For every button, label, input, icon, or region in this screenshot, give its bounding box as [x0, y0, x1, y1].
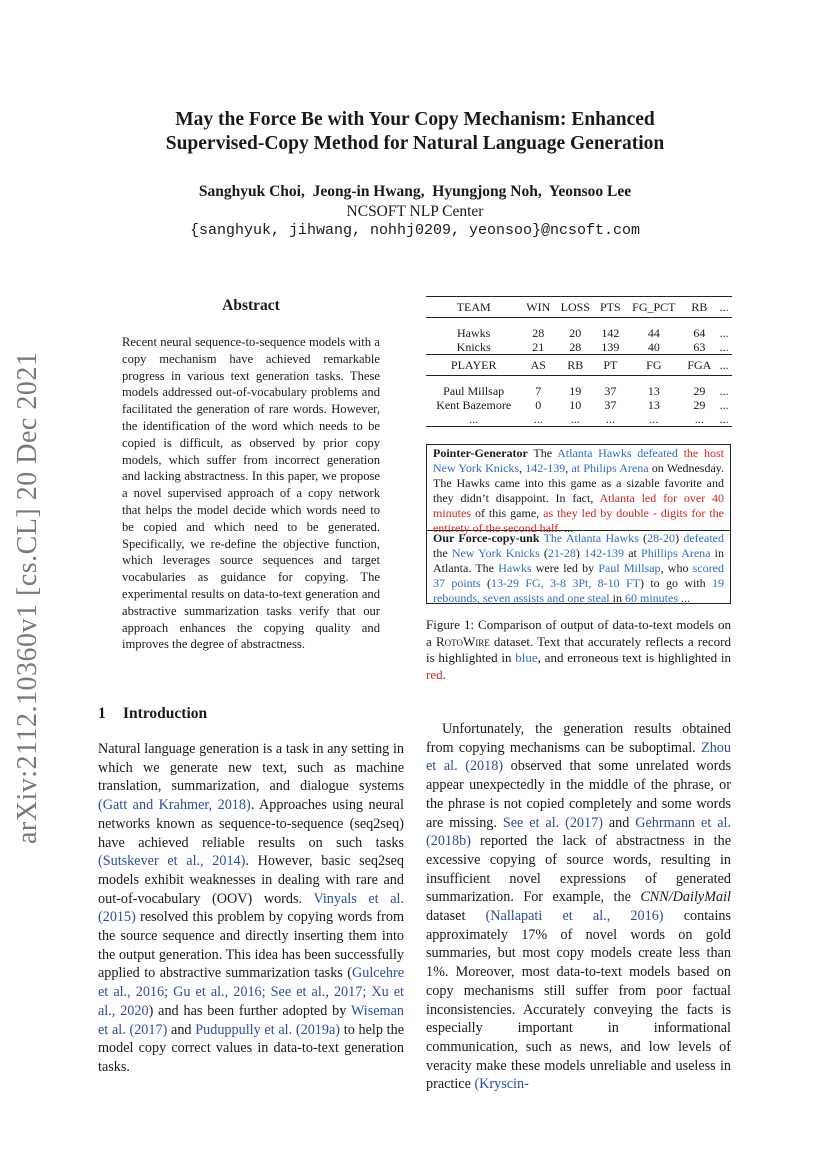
text-run: ( — [480, 576, 491, 590]
force-copy-unk-output-box — [426, 530, 731, 604]
paper-title — [120, 108, 710, 156]
text-run: dataset. Text that accurately reflects a record is highlighted in — [426, 633, 731, 665]
table-cell: ... — [719, 398, 729, 412]
affiliation: NCSOFT NLP Center — [346, 203, 484, 220]
text-run: , — [519, 461, 526, 475]
text-run: CNN/DailyMail — [640, 889, 731, 906]
text-run: (Kryscin- — [474, 1076, 529, 1093]
text-run: Pointer-Generator — [433, 446, 528, 460]
table-header-cell: RB — [682, 297, 716, 318]
text-run: RotoWire — [435, 633, 490, 649]
table-cell: 20 — [569, 326, 582, 340]
text-run: ) and has been further adopted by — [148, 1002, 351, 1019]
table-header-cell: FG — [625, 355, 682, 376]
table-header-cell: ... — [716, 297, 732, 318]
table-cell: ... — [595, 412, 625, 427]
table-row — [426, 398, 732, 412]
table-cell: 29 — [693, 398, 706, 412]
text-run: to help the model copy correct values in data-to-text generation tasks. — [98, 1021, 405, 1075]
text-run: Atlanta Hawks defeated — [557, 446, 678, 460]
table-cell: ... — [682, 412, 716, 427]
text-run: New York Knicks — [433, 461, 520, 475]
table-cell: ... — [426, 412, 521, 427]
title-line-1: May the Force Be with Your Copy Mechanism: Enhanced — [175, 109, 655, 130]
table-cell: ... — [521, 412, 555, 427]
table-cell: ... — [555, 412, 595, 427]
text-run: and — [167, 1021, 196, 1038]
table-cell: Paul Millsap — [443, 384, 505, 398]
text-run: as they led by double - digits for the entirety of the second half. — [433, 506, 725, 535]
table-header-cell: AS — [521, 355, 555, 376]
author-email: {sanghyuk, jihwang, nohhj0209, yeonsoo}@ncsoft.com — [189, 222, 641, 239]
text-run: Atlanta led for over 40 minutes — [433, 491, 724, 520]
text-run: Our Force-copy-unk — [433, 531, 540, 545]
table-cell: 19 — [569, 384, 582, 398]
text-run: 142-139 — [584, 546, 625, 560]
text-run: were led by — [531, 561, 599, 575]
text-run: ... — [561, 521, 574, 535]
table-cell: 40 — [625, 340, 682, 355]
text-run: Figure 1: Comparison of output of data-to-text models on a — [426, 617, 731, 649]
figure-1-caption — [426, 617, 731, 683]
table-header-cell: ... — [716, 355, 732, 376]
text-run: dataset — [426, 908, 486, 925]
text-run: See et al. (2017) — [502, 814, 603, 831]
table-cell: Knicks — [426, 340, 521, 355]
text-run: 13-29 FG, 3-8 3Pt, 8-10 FT — [491, 576, 640, 590]
table-cell: 10 — [569, 398, 582, 412]
text-run: Natural language generation is a task in any setting in which we generate new text, such as machine translation, summarization, and dialogue systems — [98, 741, 404, 795]
table-cell: 37 — [604, 398, 617, 412]
table-header-cell: LOSS — [555, 297, 595, 318]
table-cell: 29 — [693, 384, 706, 398]
text-run: defeated — [683, 531, 724, 545]
text-run: Gulcehre et al., 2016; Gu et al., 2016; See et al., 2017; Xu et al., 2020 — [98, 965, 404, 1019]
section-number: 1 — [98, 705, 106, 722]
text-run: Unfortunately, the generation results obtained from copying mechanisms can be suboptimal. — [426, 721, 731, 756]
table-cell: ... — [719, 384, 729, 398]
section-heading — [98, 705, 207, 723]
arxiv-stamp: arXiv:2112.10360v1 [cs.CL] 20 Dec 2021 — [12, 351, 43, 844]
text-run: Puduppully et al. (2019a) — [195, 1021, 341, 1038]
table-cell: 139 — [595, 340, 625, 355]
pointer-generator-output-box — [426, 444, 731, 535]
table-header-cell: FGA — [682, 355, 716, 376]
text-run: . — [442, 666, 446, 682]
text-run: at Philips Arena — [571, 461, 649, 475]
table-row — [426, 412, 732, 427]
text-run: Wiseman et al. (2017) — [98, 1002, 404, 1038]
text-run: New York Knicks — [451, 546, 540, 560]
text-run: reported the lack of abstractness in the excessive copying of source words, resulting in insufficient novel expressions of generated summarization. For example, the — [426, 833, 731, 906]
text-run: Zhou et al. (2018) — [426, 739, 731, 775]
text-run: ) to go with — [640, 576, 712, 590]
text-run: on Wednesday. The Hawks came into this game as a sizable favorite and they didn’t disappoint. In fact, — [433, 461, 724, 505]
table-cell: 64 — [693, 326, 706, 340]
table-cell: Kent Bazemore — [436, 398, 512, 412]
text-run: in — [609, 591, 625, 605]
text-run: Paul Millsap — [598, 561, 661, 575]
text-run: scored 37 points — [433, 561, 724, 590]
table-cell: 7 — [535, 384, 542, 398]
table-header-cell: TEAM — [426, 297, 521, 318]
table-cell: 13 — [647, 398, 660, 412]
text-run: ) — [575, 546, 585, 560]
table-header-cell: RB — [555, 355, 595, 376]
table-cell: Hawks — [457, 326, 491, 340]
text-run: red — [426, 666, 443, 682]
table-header-cell: PTS — [595, 297, 625, 318]
text-run: 60 minutes — [624, 591, 678, 605]
table-header-cell: FG_PCT — [625, 297, 682, 318]
table-cell: 44 — [647, 326, 660, 340]
text-run: , — [565, 461, 572, 475]
table-cell: 37 — [604, 384, 617, 398]
text-run: (Nallapati et al., 2016) — [485, 908, 664, 925]
table-header-cell: PLAYER — [426, 355, 521, 376]
text-run: 28-20 — [647, 531, 676, 545]
text-run: the host — [683, 446, 724, 460]
text-run: in Atlanta. The — [433, 546, 724, 575]
table-cell: 28 — [555, 340, 595, 355]
text-run: Hawks — [498, 561, 532, 575]
table-row — [426, 340, 732, 355]
text-run: ... — [677, 591, 690, 605]
text-run: Phillips Arena — [641, 546, 711, 560]
text-run: Gehrmann et al. (2018b) — [426, 814, 732, 850]
text-run: . However, basic seq2seq models exhibit weaknesses in dealing with rare and out-of-vocabulary (OOV) words. — [98, 853, 404, 907]
table-cell: ... — [716, 412, 732, 427]
text-run: ( — [539, 546, 548, 560]
figure-1-table — [426, 296, 732, 427]
text-run: and — [602, 814, 636, 831]
table-cell: 28 — [532, 326, 545, 340]
text-run: Vinyals et al. (2015) — [98, 890, 404, 926]
team-header-row — [426, 297, 732, 318]
table-cell: ... — [719, 326, 729, 340]
table-row — [426, 326, 732, 340]
table-cell: ... — [625, 412, 682, 427]
text-run: (Gatt and Krahmer, 2018) — [98, 797, 251, 814]
text-run: of this game, — [471, 506, 544, 520]
table-cell: 0 — [535, 398, 542, 412]
text-run: The — [527, 446, 558, 460]
text-run: ) — [675, 531, 684, 545]
text-run: , who — [660, 561, 693, 575]
table-cell: ... — [716, 340, 732, 355]
abstract-heading: Abstract — [222, 297, 280, 314]
text-run: contains approximately 17% of novel words on gold summaries, but most copy models create less than 1%. Moreover, most data-to-text models based on copy mechanisms still suffer from poor factual inconsistencies. Accurately conveying the facts is especially important in informational communication, such as news, and low levels of veracity make these models unreliable and useless in practice — [426, 908, 731, 1093]
text-run: blue — [515, 650, 538, 665]
text-run: , and erroneous text is highlighted in — [537, 650, 731, 665]
text-run: observed that some unrelated words appear unexpectedly in the middle of the phrase, or the phrase is not copied completely and some words are missing. — [426, 758, 731, 831]
text-run: 19 rebounds, seven assists and one steal — [433, 576, 724, 605]
text-run: at — [624, 546, 642, 560]
table-cell: 63 — [682, 340, 716, 355]
table-cell: 13 — [647, 384, 660, 398]
table-cell: 142 — [601, 326, 620, 340]
text-run: The Atlanta Hawks — [543, 531, 639, 545]
text-run: the — [433, 546, 452, 560]
text-run: . Approaches using neural networks known as sequence-to-sequence (seq2seq) have achieved reliable results on such tasks — [98, 797, 404, 851]
text-run: 142-139 — [525, 461, 566, 475]
text-run: ( — [638, 531, 648, 545]
abstract-text: Recent neural sequence-to-sequence models with a copy mechanism have achieved remarkable progress in various text generation tasks. These models addressed out-of-vocabulary problems and facilitated the generation of rare words. However, the identification of the word which needs to be copied is difficult, as observed by prior copy models, which suffer from incorrect generation and lacking abstractness. In this paper, we propose a novel supervised approach of a copy network that helps the model decide which words need to be copied and which need to be generated. Specifically, we re-define the objective function, which leverages source sequences and target vocabularies as guidance for copying. The experimental results on data-to-text generation and abstractive summarization tasks verify that our approach enhances the copying quality and improves the degree of abstractness. — [122, 335, 380, 652]
player-header-row — [426, 355, 732, 376]
text-run: (Sutskever et al., 2014) — [98, 853, 246, 870]
text-run: resolved this problem by copying words from the source sequence and directly inserting them into the output generation. This idea has been successfully applied to abstractive summarization tasks ( — [98, 909, 404, 982]
text-run: 21-28 — [547, 546, 576, 560]
table-cell: 21 — [521, 340, 555, 355]
section-title: Introduction — [123, 705, 208, 722]
author-list: Sanghyuk Choi, Jeong-in Hwang, Hyungjong Noh, Yeonsoo Lee — [198, 183, 632, 200]
table-row — [426, 384, 732, 398]
table-header-cell: PT — [595, 355, 625, 376]
intro-paragraph-2 — [426, 720, 731, 1094]
table-header-cell: WIN — [521, 297, 555, 318]
title-line-2: Supervised-Copy Method for Natural Language Generation — [165, 133, 665, 154]
intro-paragraph-1 — [98, 740, 404, 1077]
